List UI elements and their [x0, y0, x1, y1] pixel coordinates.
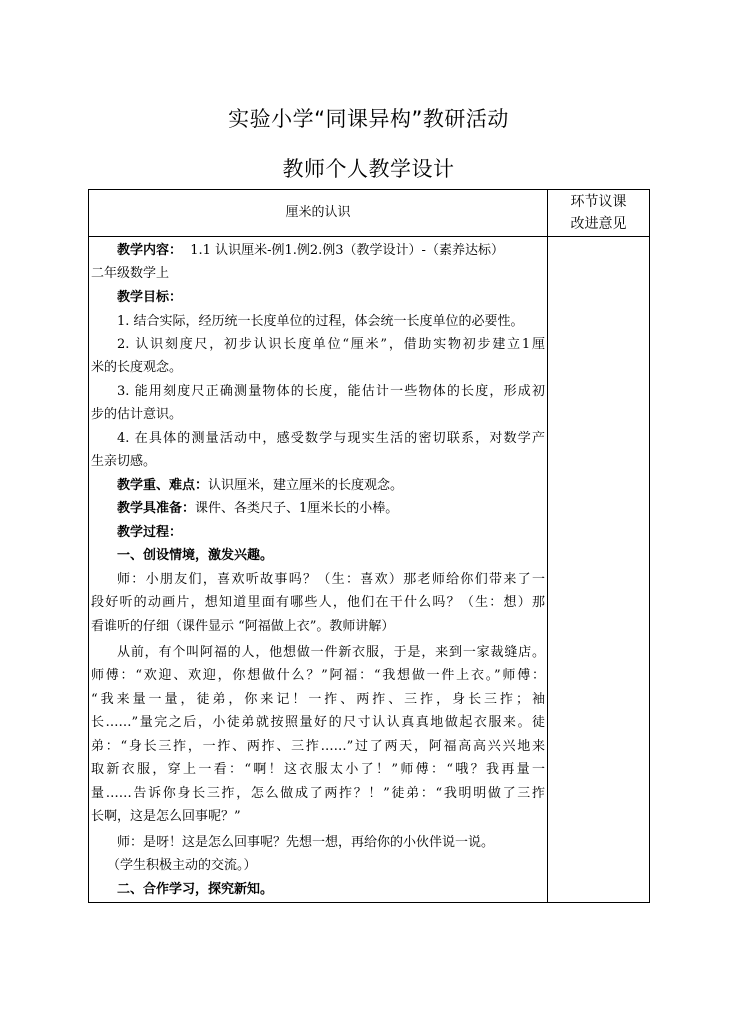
content-text: 1.1 认识厘米-例1.例2.例3（教学设计）-（素养达标）: [190, 243, 504, 258]
section-heading: 二、合作学习，探究新知。: [117, 882, 274, 897]
content-line: 1. 结合实际，经历统一长度单位的过程，体会统一长度单位的必要性。: [117, 314, 524, 329]
content-line: “我来量一量，徒弟，你来记！一拃、两拃、三拃，身长三拃；袖: [91, 692, 545, 707]
table-header-main-cell: [88, 189, 548, 237]
content-line: 段好听的动画片，想知道里面有哪些人，他们在干什么吗？（生：想）那: [91, 595, 545, 610]
content-line: 4. 在具体的测量活动中，感受数学与现实生活的密切联系，对数学产: [117, 431, 545, 446]
content-line: 长啊，这是怎么回事呢？”: [91, 809, 241, 824]
lesson-content-cell: [88, 236, 548, 903]
content-line: 二年级数学上: [91, 266, 170, 281]
content-label: 教学重、难点：: [117, 478, 209, 493]
content-line: 量……告诉你身长三拃，怎么做成了两拃？！”徒弟：“我明明做了三拃: [91, 786, 545, 801]
content-line: 步的估计意识。: [91, 407, 183, 422]
content-line: [89, 474, 575, 497]
lesson-title: 厘米的认识: [285, 205, 351, 220]
content-label: 教学内容：: [117, 243, 183, 258]
section-heading: 教学过程：: [117, 525, 183, 540]
section-heading: 一、创设情境，激发兴趣。: [117, 548, 274, 563]
content-line: 师：是呀！这是怎么回事呢？先想一想，再给你的小伙伴说一说。: [117, 835, 495, 850]
content-line: [89, 239, 575, 262]
content-text: 认识厘米，建立厘米的长度观念。: [208, 478, 404, 493]
content-text: 课件、各类尺子、1厘米长的小棒。: [195, 501, 399, 516]
improvement-notes-cell: [547, 236, 650, 903]
document-subtitle: 教师个人教学设计: [282, 157, 455, 181]
content-line: 取新衣服，穿上一看：“啊！这衣服太小了！”师傅：“哦？我再量一: [91, 762, 545, 777]
content-line: 长……”量完之后，小徒弟就按照量好的尺寸认认真真地做起衣服来。徒: [91, 715, 545, 730]
content-line: 生亲切感。: [91, 454, 157, 469]
content-line: 看谁听的仔细（课件显示 “阿福做上衣”。教师讲解）: [91, 619, 395, 634]
content-line: [89, 497, 575, 520]
content-line: （学生积极主动的交流。）: [107, 858, 257, 873]
content-line: 从前，有个叫阿福的人，他想做一件新衣服，于是，来到一家裁缝店。: [117, 645, 545, 660]
section-heading: 教学目标：: [117, 290, 183, 305]
content-label: 教学具准备：: [117, 501, 196, 516]
content-line: 米的长度观念。: [91, 360, 183, 375]
content-line: 3. 能用刻度尺正确测量物体的长度，能估计一些物体的长度，形成初: [117, 384, 545, 399]
document-title: 实验小学“同课异构”教研活动: [228, 107, 509, 131]
side-header-line1: 环节议课: [570, 194, 627, 210]
content-line: 师傅：“欢迎、欢迎，你想做什么？”阿福：“我想做一件上衣。”师傅：: [91, 668, 545, 683]
content-line: 师：小朋友们，喜欢听故事吗？（生：喜欢）那老师给你们带来了一: [117, 572, 545, 587]
side-header-line2: 改进意见: [570, 216, 627, 232]
table-header-side-cell: [547, 189, 650, 237]
content-line: 弟：“身长三拃，一拃、两拃、三拃……”过了两天，阿福高高兴兴地来: [91, 739, 545, 754]
content-line: 2. 认识刻度尺，初步认识长度单位“厘米”，借助实物初步建立1厘: [117, 337, 545, 352]
